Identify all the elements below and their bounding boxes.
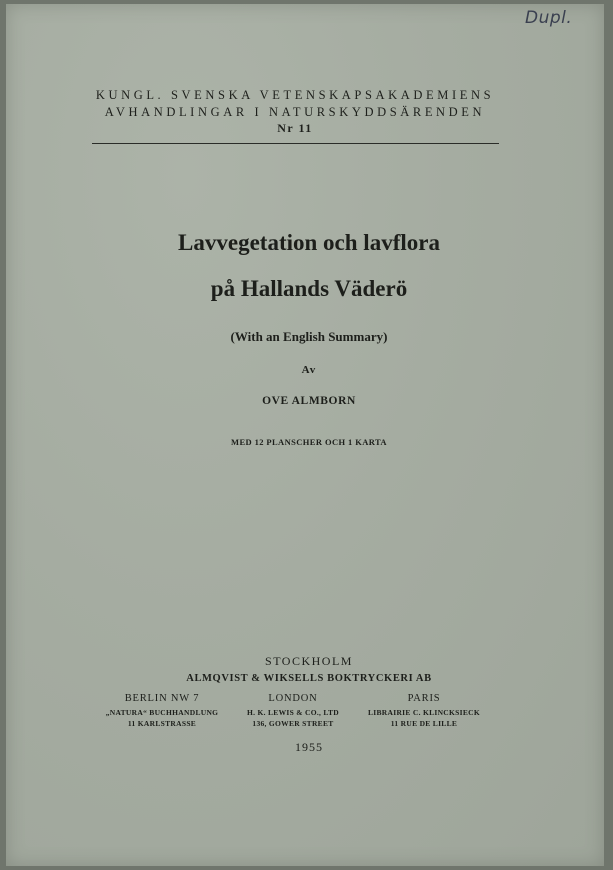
distributor-paris <box>344 693 504 728</box>
series-title-line-1: KUNGL. SVENSKA VETENSKAPSAKADEMIENS <box>95 88 495 102</box>
publisher-city: STOCKHOLM <box>265 654 353 668</box>
printer-name: ALMQVIST & WIKSELLS BOKTRYCKERI AB <box>186 673 432 684</box>
distributor-city: PARIS <box>407 693 441 704</box>
distributor-city: LONDON <box>268 693 318 704</box>
header-divider <box>92 143 499 144</box>
subtitle: (With an English Summary) <box>230 329 388 344</box>
series-number: Nr 11 <box>277 121 313 135</box>
publication-year: 1955 <box>295 740 323 754</box>
distributor-address: 11 KARLSTRASSE <box>127 719 197 728</box>
series-title-line-2: AVHANDLINGAR I NATURSKYDDSÄRENDEN <box>104 105 486 119</box>
distributor-name: LIBRAIRIE C. KLINCKSIECK <box>367 708 481 717</box>
author-name: OVE ALMBORN <box>262 395 356 407</box>
handwritten-note: Dupl. <box>525 8 573 28</box>
distributor-name: H. K. LEWIS & CO., LTD <box>247 708 339 717</box>
title-line-2: på Hallands Väderö <box>210 276 408 301</box>
title-line-1: Lavvegetation och lavflora <box>178 230 440 255</box>
by-label: Av <box>301 364 317 376</box>
book-cover <box>6 4 604 866</box>
plates-note: MED 12 PLANSCHER OCH 1 KARTA <box>231 437 387 447</box>
distributor-address: 11 RUE DE LILLE <box>390 719 458 728</box>
distributor-name: „NATURA“ BUCHHANDLUNG <box>105 708 219 717</box>
distributor-city: BERLIN NW 7 <box>124 693 200 704</box>
distributor-address: 136, GOWER STREET <box>252 719 334 728</box>
